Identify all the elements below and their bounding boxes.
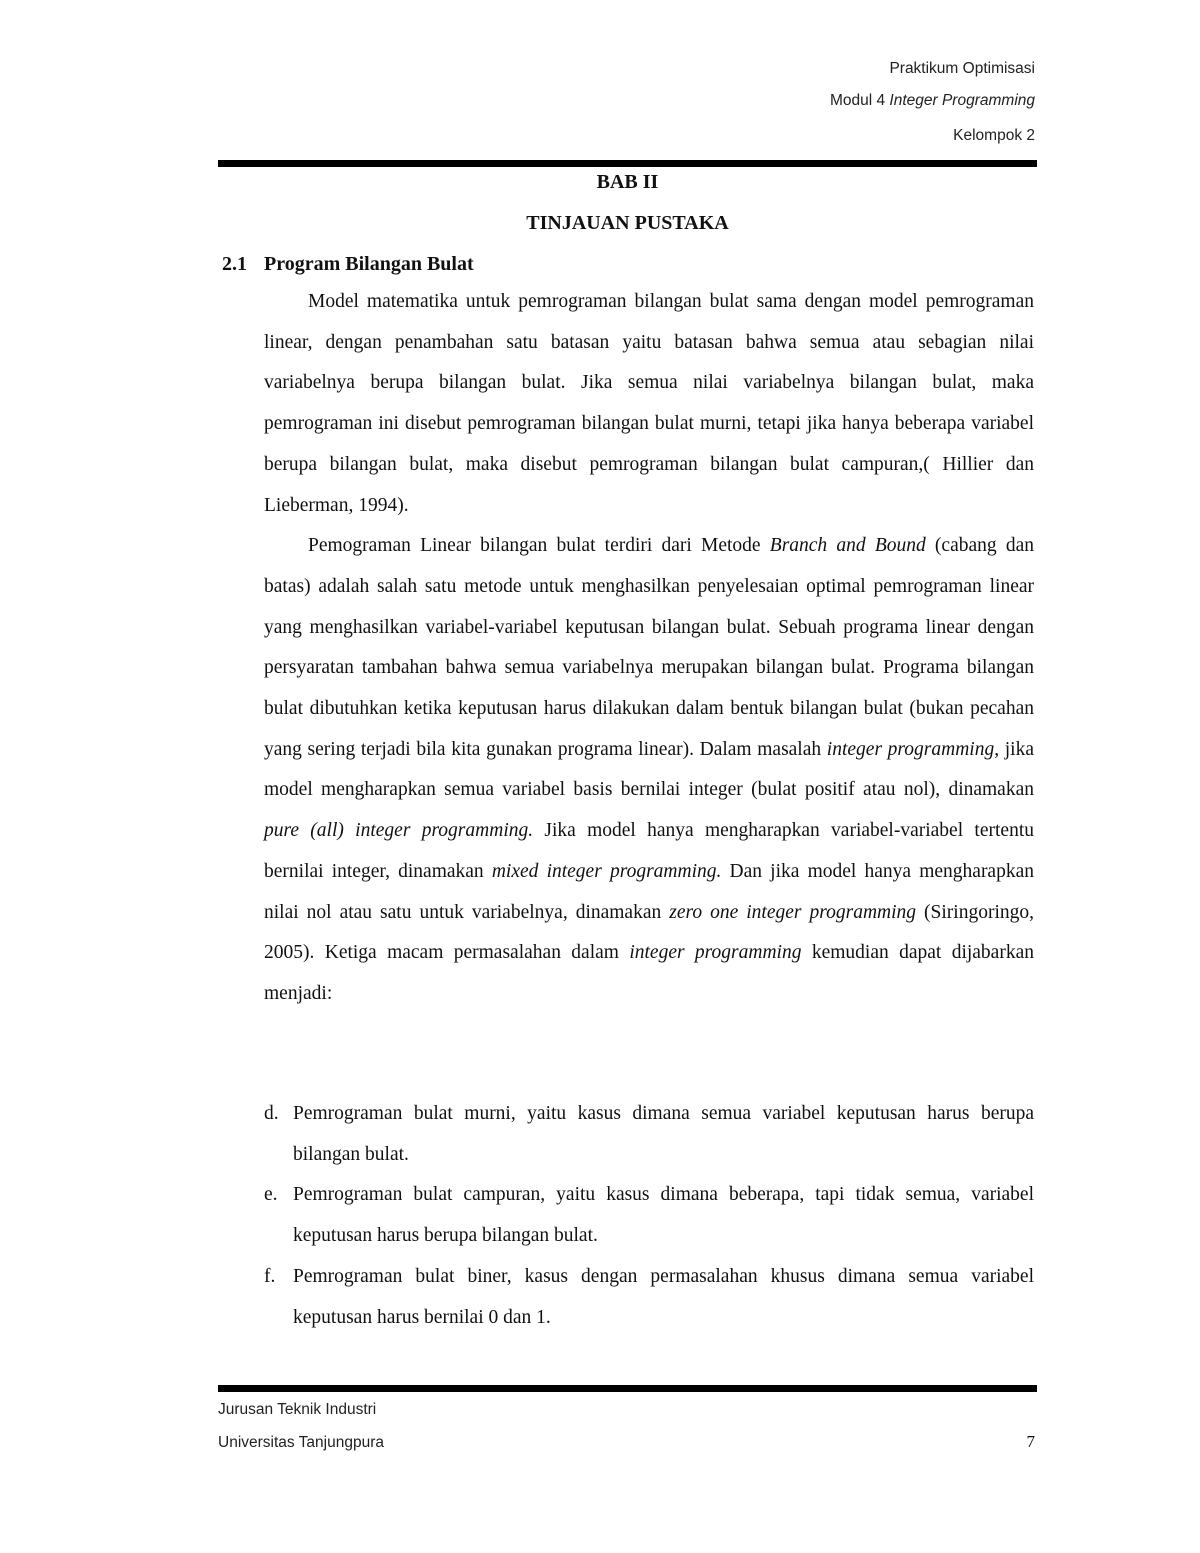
paragraph-2 <box>264 526 1034 1014</box>
page-number: 7 <box>1026 1432 1035 1451</box>
header-group: Kelompok 2 <box>953 127 1035 144</box>
section-number: 2.1 <box>222 253 247 275</box>
term-pure-integer-programming: pure (all) integer programming. <box>264 820 534 842</box>
list-marker: f. <box>264 1265 276 1287</box>
term-mixed-integer-programming: mixed integer programming. <box>491 860 722 882</box>
section-heading <box>222 253 474 276</box>
list <box>264 1094 1034 1338</box>
paragraph-2-text-2: (cabang dan batas) adalah salah satu metode untuk menghasilkan penyelesaian optimal pemrograman linear yang menghasilkan variabel-variabel keputusan bilangan bulat. Sebuah programa linear dengan persyaratan tambahan bahwa semua variabelnya merupakan bilangan bulat. Programa bilangan bulat dibutuhkan ketika keputusan harus dilakukan dalam bentuk bilangan bulat (bukan pecahan yang sering terjadi bila kita gunakan programa linear). Dalam masalah <box>264 535 1034 760</box>
footer-department: Jurusan Teknik Industri <box>218 1401 377 1418</box>
paragraph-2-text-1: Pemograman Linear bilangan bulat terdiri dari Metode <box>308 535 770 557</box>
chapter-title: TINJAUAN PUSTAKA <box>526 212 729 234</box>
term-branch-and-bound: Branch and Bound <box>769 535 926 557</box>
paragraph-2-text-6: (Siringoringo, 2005). Ketiga macam permasalahan dalam <box>264 901 1034 964</box>
chapter-number: BAB II <box>596 171 659 193</box>
list-item-text: Pemrograman bulat biner, kasus dengan permasalahan khusus dimana semua variabel keputusan harus bernilai 0 dan 1. <box>293 1265 1034 1328</box>
section-title: Program Bilangan Bulat <box>264 253 474 275</box>
header-module <box>830 92 1035 110</box>
body-text <box>264 282 1034 1015</box>
term-integer-programming: integer programming <box>826 738 995 760</box>
list-marker: e. <box>264 1184 278 1206</box>
footer-university: Universitas Tanjungpura <box>218 1434 385 1451</box>
paragraph-2-text-3: , jika model mengharapkan semua variabel basis bernilai integer (bulat positif atau nol), dinamakan <box>264 738 1035 801</box>
term-zero-one-integer-programming: zero one integer programming <box>669 901 917 923</box>
header-rule <box>218 160 1037 167</box>
list-item <box>264 1175 1034 1256</box>
paragraph-2-text-4: Jika model hanya mengharapkan variabel-variabel tertentu bernilai integer, dinamakan <box>264 820 1034 882</box>
footer-rule <box>218 1385 1037 1392</box>
paragraph-1: Model matematika untuk pemrograman bilangan bulat sama dengan model pemrograman linear, dengan penambahan satu batasan yaitu batasan bahwa semua atau sebagian nilai variabelnya berupa bilangan bulat. Jika semua nilai variabelnya bilangan bulat, maka pemrograman ini disebut pemrograman bilangan bulat murni, tetapi jika hanya beberapa variabel berupa bilangan bulat, maka disebut pemrograman bilangan bulat campuran,( Hillier dan Lieberman, 1994). <box>264 291 1034 516</box>
paragraph-2-text-7: kemudian dapat dijabarkan menjadi: <box>264 942 1034 1004</box>
term-integer-programming-2: integer programming <box>629 942 802 964</box>
header-module-topic: Integer Programming <box>889 92 1035 109</box>
list-item <box>264 1257 1034 1338</box>
list-marker: d. <box>264 1103 279 1124</box>
list-item-text: Pemrograman bulat campuran, yaitu kasus dimana beberapa, tapi tidak semua, variabel keputusan harus berupa bilangan bulat. <box>293 1184 1034 1247</box>
header-course-title: Praktikum Optimisasi <box>889 60 1035 77</box>
header-module-prefix: Modul 4 <box>829 92 890 109</box>
paragraph-2-text-5: Dan jika model hanya mengharapkan nilai nol atau satu untuk variabelnya, dinamakan <box>264 860 1034 923</box>
list-item <box>264 1094 1034 1175</box>
list-item-text: Pemrograman bulat murni, yaitu kasus dimana semua variabel keputusan harus berupa bilangan bulat. <box>293 1103 1034 1165</box>
